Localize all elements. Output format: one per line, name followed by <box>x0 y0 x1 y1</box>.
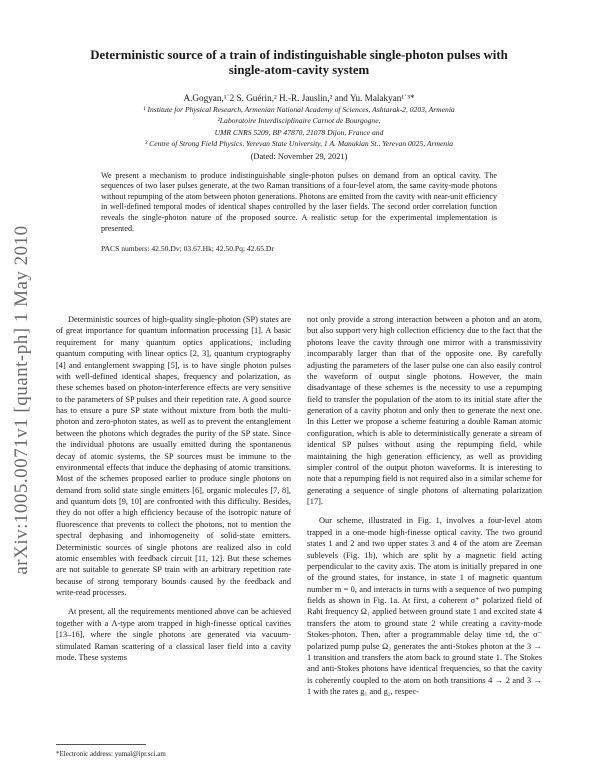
body-paragraph: Our scheme, illustrated in Fig. 1, involves a four-level atom trapped in a one-mode high-finesse optical cavity. The two ground states 1 and 2 and two upper states 3 and 4 of the atom are Zeeman sublevels (Fig. 1b), which are split by a magnetic field acting perpendicular to the cavity axis. The atom is initially prepared in one of the ground states, for instance, in state 1 of magnetic quantum number m = 0, and interacts in turns with a sequence of two pumping fields as shown in Fig. 1a. At first, a coherent σ⁺ polarized field of Rabi frequency Ω₁ applied between ground state 1 and excited state 4 transfers the atom to ground state 2 while creating a cavity-mode Stokes-photon. Then, after a programmable delay time τd, the σ⁻ polarized pump pulse Ω₂ generates the anti-Stokes photon at the 3 → 1 transition and transfers the atom back to ground state 1. The Stokes and anti-Stokes photons have identical frequencies, so that the cavity is coherently coupled to the atom on both transitions 4 → 2 and 3 → 1 with the rates g₁ and g₂, respec- <box>307 516 542 696</box>
affiliation-2: ²Laboratoire Interdisciplinaire Carnot de Bourgogne, <box>217 116 381 126</box>
affiliation-2-address: UMR CNRS 5209, BP 47870, 21078 Dijon, France and <box>214 127 384 137</box>
affiliation-3: ³ Centre of Strong Field Physics, Yerevan State University, 1 A. Manukian St., Yerevan 0025, Armenia <box>144 139 454 149</box>
body-paragraph: not only provide a strong interaction between a photon and an atom, but also support very high collection efficiency due to the fact that the photons leave the cavity through one mirror with a transmissivity incomparably larger than that of the opposite one. By carefully adjusting the parameters of the laser pulse one can also easily control the waveform of output single photons. However, the main disadvantage of these schemes is the necessity to use a repumping field to transfer the population of the atom to its initial state after the generation of a cavity photon and only then to generate the next one. In this Letter we propose a scheme featuring a double Raman atomic configuration, which is able to deterministically generate a stream of identical SP pulses without using the repumping field, while maintaining the high generation efficiency, as well as providing simpler control of the output photon waveforms. It is interesting to note that a repumping field is not required also in a similar scheme for generating a sequence of single photons of alternating polarization [17]. <box>307 315 542 506</box>
footnote-rule <box>56 744 146 745</box>
arxiv-id-text: arXiv:1005.0071v1 [quant-ph] 1 May 2010 <box>11 225 32 575</box>
body-paragraph: Deterministic sources of high-quality single-photon (SP) states are of great importance for quantum information processing [1]. A basic requirement for many quantum optics applications, including quantum computing with linear optics [2, 3], quantum cryptography [4] and entanglement swapping [5], is to have single photon pulses with well-defined identical shapes, frequency and polarization, as these schemes based on photon-interference effects are very sensitive to the parameters of SP pulses and their repetition rate. A good source has to ensure a pure SP state without mixture from both the multi-photon and zero-photon states, as well as to prevent the entanglement between the photons which degrades the purity of the SP state. Since the individual photons are usually emitted during the spontaneous decay of atomic systems, the SP sources must be immune to the environmental effects that induce the dephasing of atomic transitions. Most of the schemes proposed earlier to produce single photons on demand from solid state single emitters [6], organic molecules [7, 8], and quantum dots [9, 10] are confronted with this difficulty. Besides, they do not offer a high efficiency because of the isotropic nature of fluorescence that prevents to collect the photons, not to mention the spectral dephasing and inhomogeneity of solid-state emitters. Deterministic sources of single photons are realized also in cold atomic ensembles with feedback circuit [11, 12]. But these schemes are not suitable to generate SP train with an arbitrary repetition rate because of strong temporary bounds caused by the feedback and write-read processes. <box>56 315 291 597</box>
date-line: (Dated: November 29, 2021) <box>250 151 348 161</box>
arxiv-identifier <box>2 190 42 610</box>
abstract: We present a mechanism to produce indistinguishable single-photon pulses on demand from an optical cavity. The sequences of two laser pulses generate, at the two Raman transitions of a four-level atom, the same cavity-mode photons without repumping of the atom between photon generations. Photons are emitted from the cavity with near-unit efficiency in well-defined temporal modes of identical shapes controlled by the laser fields. The second order correlation function reveals the single-photon nature of the proposed source. A realistic setup for the experimental implementation is presented. <box>101 170 497 233</box>
author-list: A.Gogyan,¹˙2 S. Guérin,² H.-R. Jauslin,² and Yu. Malakyan¹˙³* <box>183 93 415 103</box>
paper-title: Deterministic source of a train of indistinguishable single-photon pulses with single-atom-cavity system <box>90 48 508 77</box>
right-column <box>307 314 542 697</box>
footnote <box>56 744 291 758</box>
body-paragraph: At present, all the requirements mentioned above can be achieved together with a Λ-type atom trapped in high-finesse optical cavities [13–16], where the single photons are generated via vacuum-stimulated Raman scattering of a classical laser field into a cavity mode. These systems <box>56 607 291 662</box>
paper-page <box>56 48 542 758</box>
body-columns <box>56 314 542 697</box>
affiliation-1: ¹ Institute for Physical Research, Armenian National Academy of Sciences, Ashtarak-2, 0203, Armenia <box>143 105 455 114</box>
pacs-numbers: PACS numbers: 42.50.Dv; 03.67.Hk; 42.50.Pq; 42.65.Dr <box>101 244 274 254</box>
footnote-email: *Electronic address: yumal@ipr.sci.am <box>56 750 166 758</box>
left-column <box>56 314 291 697</box>
